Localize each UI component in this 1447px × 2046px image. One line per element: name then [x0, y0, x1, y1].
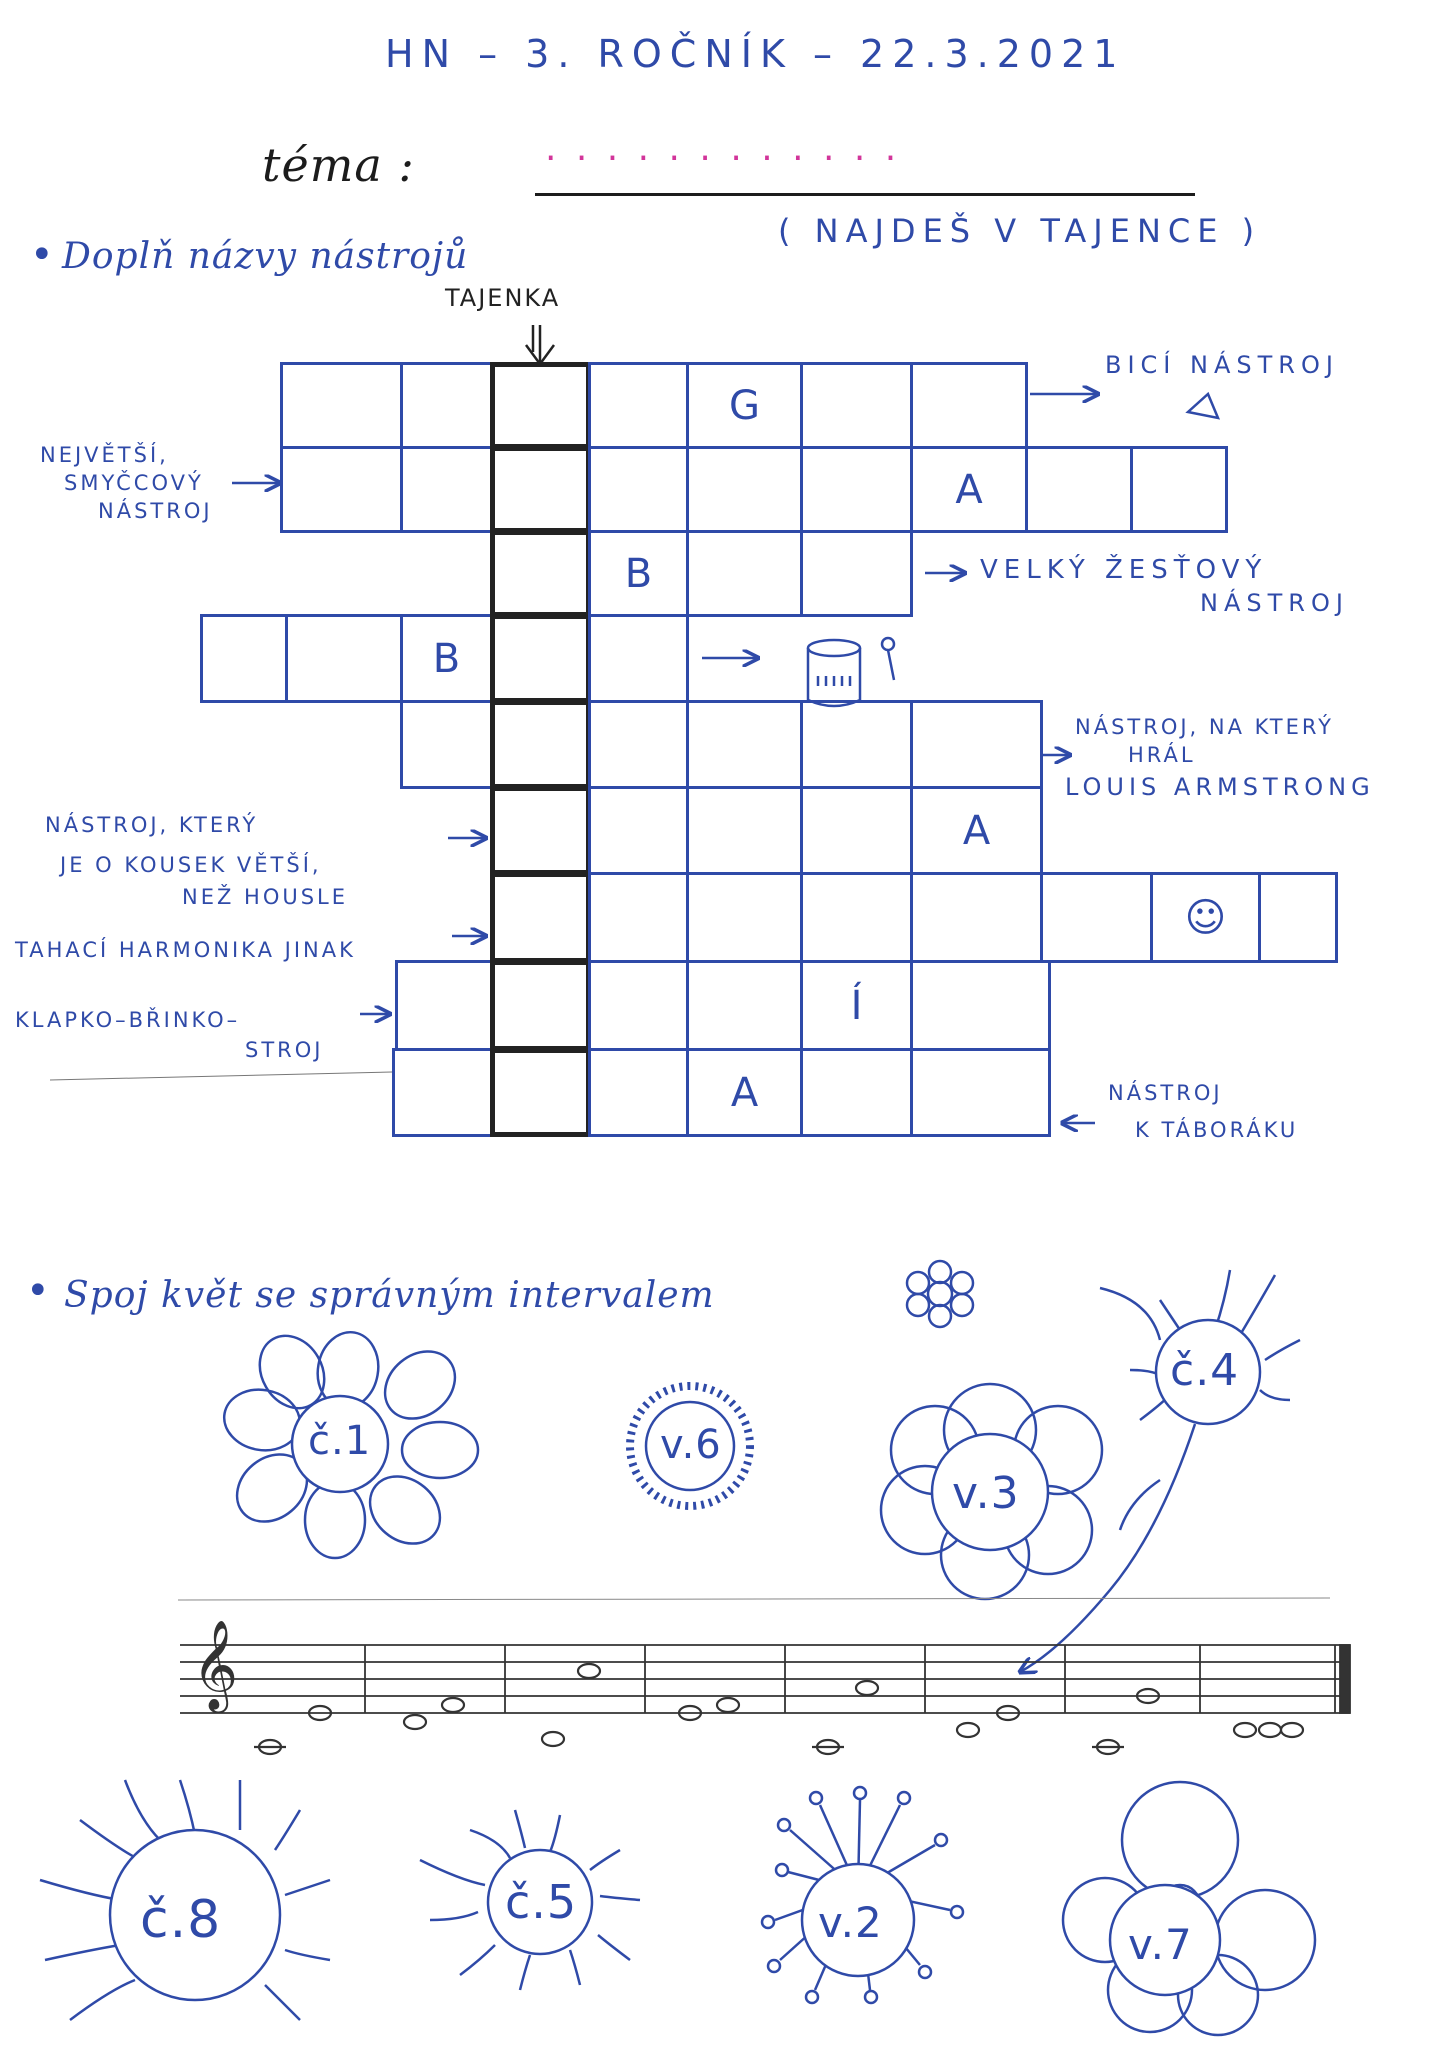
crossword-cell[interactable]: G — [686, 362, 803, 449]
clue-row2-line1: NEJVĚTŠÍ, — [40, 443, 169, 467]
tema-dots: . . . . . . . . . . . . — [545, 128, 901, 169]
tajenka-cell[interactable] — [490, 872, 591, 963]
crossword-cell[interactable] — [1025, 446, 1133, 533]
clue-row5-line1: NÁSTROJ, NA KTERÝ — [1075, 715, 1334, 739]
crossword-cell[interactable] — [686, 700, 803, 789]
crossword-cell[interactable] — [588, 872, 689, 963]
crossword-cell[interactable] — [588, 960, 689, 1051]
crossword-cell[interactable] — [1040, 872, 1153, 963]
crossword-cell[interactable] — [800, 786, 913, 875]
flower-v2-icon — [762, 1787, 963, 2003]
crossword-cell[interactable] — [910, 872, 1043, 963]
crossword-cell[interactable] — [588, 786, 689, 875]
flower-label-v2[interactable]: v.2 — [818, 1898, 883, 1947]
clue-row9-line2: K TÁBORÁKU — [1135, 1118, 1299, 1142]
flower-label-v7[interactable]: v.7 — [1128, 1920, 1193, 1969]
flower-v7-icon — [1063, 1782, 1315, 2035]
flower-label-c5[interactable]: č.5 — [505, 1875, 578, 1929]
crossword-cell[interactable] — [1130, 446, 1228, 533]
crossword-cell[interactable] — [686, 530, 803, 617]
crossword-cell[interactable]: B — [400, 614, 493, 703]
clue-row3-line1: VELKÝ ŽESŤOVÝ — [980, 555, 1268, 585]
staff-notes — [254, 1664, 1303, 1754]
clue-row6-line3: NEŽ HOUSLE — [182, 885, 349, 909]
crossword-cell[interactable] — [588, 446, 689, 533]
page-title: HN – 3. ROČNÍK – 22.3.2021 — [385, 32, 1126, 76]
crossword-cell[interactable]: ☺ — [1150, 872, 1261, 963]
clue-row5-line2: HRÁL — [1128, 743, 1196, 767]
clue-row8-line2: STROJ — [245, 1038, 324, 1062]
crossword-cell[interactable]: A — [910, 786, 1043, 875]
crossword-cell[interactable] — [686, 446, 803, 533]
crossword-cell[interactable] — [400, 362, 493, 449]
crossword-cell[interactable] — [910, 362, 1028, 449]
clue-row2-line3: NÁSTROJ — [98, 499, 213, 523]
crossword-cell[interactable]: A — [686, 1048, 803, 1137]
drum-icon — [808, 638, 894, 706]
flower-c4-icon — [1020, 1270, 1300, 1672]
tajenka-cell[interactable] — [490, 614, 591, 703]
clue-row6-line1: NÁSTROJ, KTERÝ — [45, 813, 259, 837]
clue-row8-line1: KLAPKO–BŘINKO– — [15, 1008, 241, 1032]
triangle-instrument-icon — [1188, 394, 1218, 418]
crossword-cell[interactable] — [395, 960, 493, 1051]
clue-row7: TAHACÍ HARMONIKA JINAK — [15, 938, 356, 962]
crossword-cell[interactable] — [800, 1048, 913, 1137]
crossword-cell[interactable]: B — [588, 530, 689, 617]
crossword-cell[interactable] — [686, 872, 803, 963]
crossword-cell[interactable] — [280, 446, 403, 533]
crossword-cell[interactable] — [400, 700, 493, 789]
crossword-cell[interactable] — [588, 614, 689, 703]
tajenka-cell[interactable] — [490, 960, 591, 1051]
clue-row1: BICÍ NÁSTROJ — [1105, 351, 1339, 379]
treble-clef-icon: 𝄞 — [192, 1620, 239, 1710]
tajenka-cell[interactable] — [490, 1048, 591, 1137]
tema-hint: ( NAJDEŠ V TAJENCE ) — [778, 212, 1262, 250]
crossword-cell[interactable] — [800, 362, 913, 449]
tajenka-cell[interactable] — [490, 446, 591, 533]
tajenka-label: TAJENKA — [445, 284, 561, 312]
tajenka-cell[interactable] — [490, 362, 591, 449]
task1-bullet: • — [30, 232, 55, 278]
crossword-cell[interactable] — [285, 614, 403, 703]
clue-row5-line3: LOUIS ARMSTRONG — [1065, 773, 1375, 801]
crossword-cell[interactable] — [800, 700, 913, 789]
crossword-cell[interactable] — [280, 362, 403, 449]
crossword-cell[interactable] — [910, 700, 1043, 789]
crossword-cell[interactable] — [400, 446, 493, 533]
crossword-cell[interactable] — [200, 614, 288, 703]
tajenka-cell[interactable] — [490, 786, 591, 875]
task1-title: Doplň názvy nástrojů — [62, 236, 469, 277]
tajenka-arrow-icon — [526, 325, 554, 364]
crossword-cell[interactable] — [588, 362, 689, 449]
crossword-cell[interactable] — [392, 1048, 493, 1137]
crossword-cell[interactable] — [588, 700, 689, 789]
crossword-cell[interactable] — [800, 872, 913, 963]
tajenka-cell[interactable] — [490, 700, 591, 789]
crossword-cell[interactable] — [910, 1048, 1051, 1137]
task2-title: Spoj květ se správným intervalem — [64, 1275, 715, 1316]
crossword-cell[interactable] — [800, 530, 913, 617]
crossword-cell[interactable] — [588, 1048, 689, 1137]
flower-label-c4[interactable]: č.4 — [1170, 1345, 1240, 1396]
clue-row2-line2: SMYČCOVÝ — [64, 471, 204, 495]
tajenka-cell[interactable] — [490, 530, 591, 617]
crossword-cell[interactable]: Í — [800, 960, 913, 1051]
crossword-cell[interactable] — [686, 786, 803, 875]
flower-label-c1[interactable]: č.1 — [308, 1418, 372, 1464]
task2-bullet: • — [26, 1268, 51, 1314]
crossword-cell[interactable] — [686, 960, 803, 1051]
clue-row6-line2: JE O KOUSEK VĚTŠÍ, — [60, 853, 322, 877]
crossword-cell[interactable]: A — [910, 446, 1028, 533]
music-staff — [178, 1598, 1350, 1713]
tema-label: téma : — [262, 138, 415, 192]
flower-label-v6[interactable]: v.6 — [660, 1422, 722, 1468]
flower-label-c8[interactable]: č.8 — [140, 1890, 222, 1950]
clue-row9-line1: NÁSTROJ — [1108, 1081, 1223, 1105]
crossword-cell[interactable] — [910, 960, 1051, 1051]
crossword-cell[interactable] — [1258, 872, 1338, 963]
crossword-cell[interactable] — [800, 446, 913, 533]
flower-label-v3[interactable]: v.3 — [952, 1468, 1020, 1519]
small-flower-icon — [907, 1261, 973, 1327]
clue-row3-line2: NÁSTROJ — [1200, 589, 1349, 617]
